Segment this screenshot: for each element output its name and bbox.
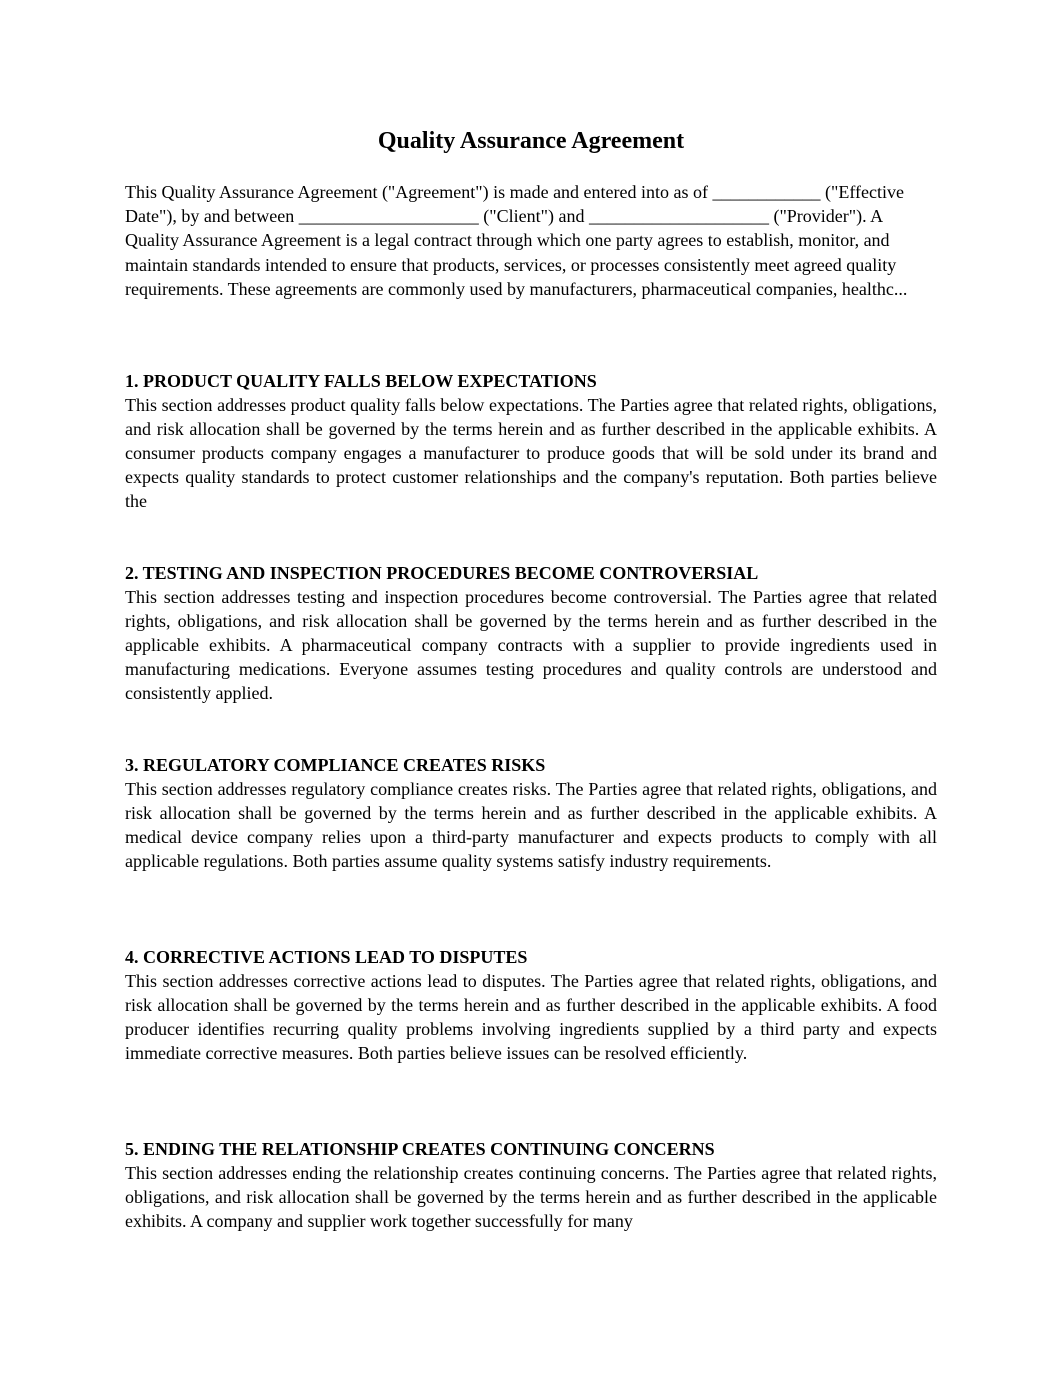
section-body: This section addresses testing and inspection procedures become controversial. The Parties agree that related rights, obligations, and risk allocation shall be governed by the terms herein and as further described in the applicable exhibits. A pharmaceutical company contracts with a supplier to provide ingredients used in manufacturing medications. Everyone assumes testing procedures and quality controls are understood and consistently applied. <box>125 587 937 703</box>
document-title: Quality Assurance Agreement <box>377 128 685 154</box>
section-body: This section addresses regulatory compliance creates risks. The Parties agree that related rights, obligations, and risk allocation shall be governed by the terms herein and as further described in the applicable exhibits. A medical device company relies upon a third-party manufacturer and expects products to comply with all applicable regulations. Both parties assume quality systems satisfy industry requirements. <box>125 779 937 871</box>
section-body: This section addresses product quality falls below expectations. The Parties agree that related rights, obligations, and risk allocation shall be governed by the terms herein and as further described in the applicable exhibits. A consumer products company engages a manufacturer to produce goods that will be sold under its brand and expects quality standards to protect customer relationships and the company's reputation. Both parties believe the <box>125 395 937 511</box>
section-heading: 3. REGULATORY COMPLIANCE CREATES RISKS <box>125 755 546 775</box>
section-heading: 1. PRODUCT QUALITY FALLS BELOW EXPECTATIONS <box>125 371 597 391</box>
section-body: This section addresses corrective actions lead to disputes. The Parties agree that related rights, obligations, and risk allocation shall be governed by the terms herein and as further described in the applicable exhibits. A food producer identifies recurring quality problems involving ingredients supplied by a third party and expects immediate corrective measures. Both parties believe issues can be resolved efficiently. <box>125 971 937 1063</box>
section-heading: 2. TESTING AND INSPECTION PROCEDURES BECOME CONTROVERSIAL <box>125 563 759 583</box>
section-4 <box>125 945 937 1065</box>
section-heading: 5. ENDING THE RELATIONSHIP CREATES CONTINUING CONCERNS <box>125 1139 715 1159</box>
section-3 <box>125 753 937 873</box>
section-5 <box>125 1137 937 1233</box>
section-1 <box>125 369 937 513</box>
section-heading: 4. CORRECTIVE ACTIONS LEAD TO DISPUTES <box>125 947 528 967</box>
section-2 <box>125 561 937 705</box>
intro-paragraph: This Quality Assurance Agreement ("Agreement") is made and entered into as of ____________ ("Effective Date"), by and between ____________________ ("Client") and ____________________ ("Provider"). A Quality Assurance Agreement is a legal contract through which one party agrees to establish, monitor, and maintain standards intended to ensure that products, services, or processes consistently meet agreed quality requirements. These agreements are commonly used by manufacturers, pharmaceutical companies, healthc... <box>125 182 908 299</box>
section-body: This section addresses ending the relationship creates continuing concerns. The Parties agree that related rights, obligations, and risk allocation shall be governed by the terms herein and as further described in the applicable exhibits. A company and supplier work together successfully for many <box>125 1163 937 1231</box>
